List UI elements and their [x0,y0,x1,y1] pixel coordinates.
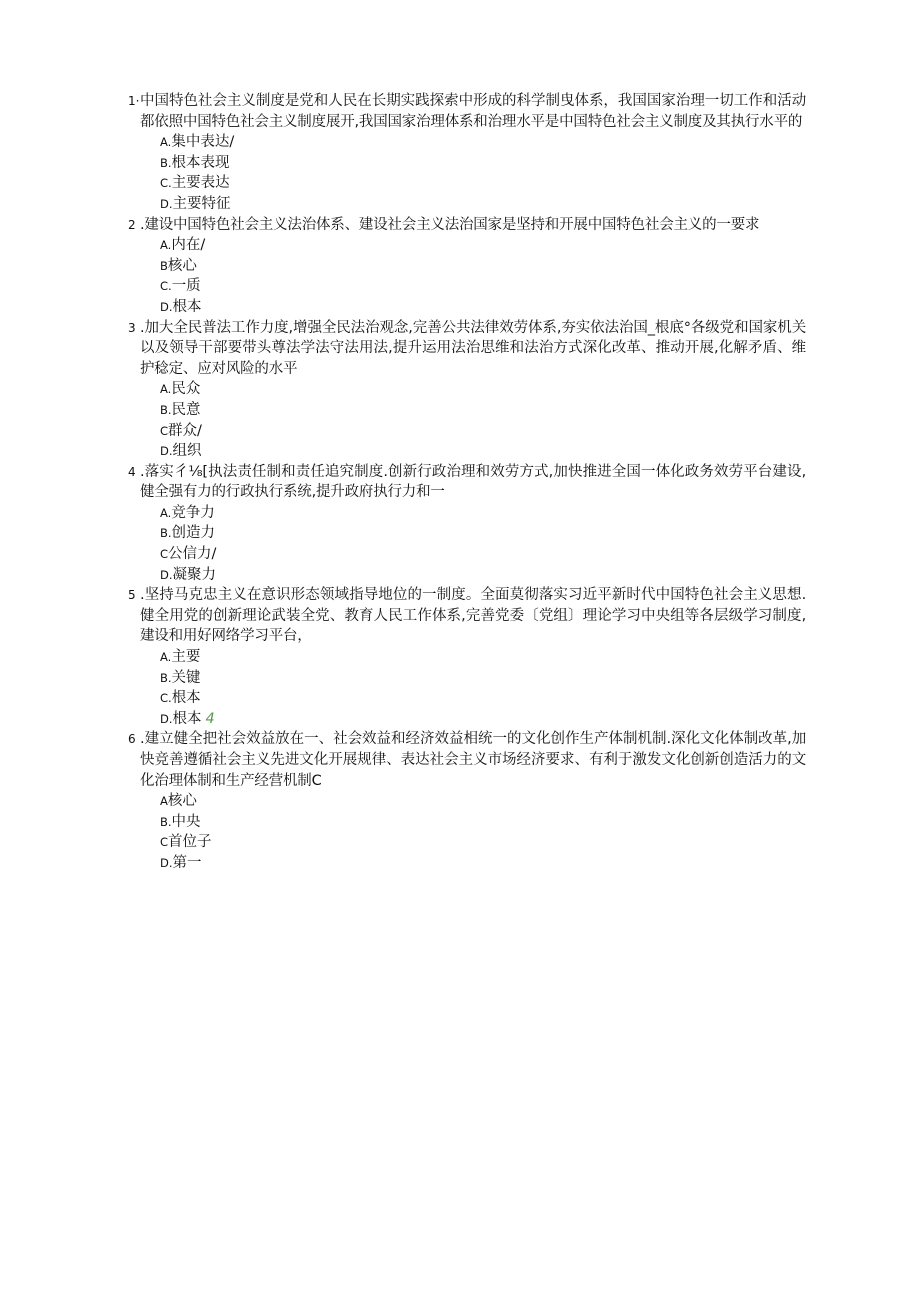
option-letter: D. [160,711,173,726]
option-c [160,173,920,194]
option-c [160,544,920,565]
option-text: 核心 [167,257,197,274]
option-letter: D. [160,299,173,314]
option-text: 关键 [171,669,201,686]
question-number: 6 [128,732,136,747]
question-3 [0,318,920,462]
option-letter: B. [160,670,172,685]
option-list [160,132,920,214]
option-a [160,132,920,153]
option-a [160,647,920,668]
option-list [160,235,920,317]
option-letter: C [160,423,169,438]
option-a [160,503,920,524]
document-body [0,91,920,874]
option-c [160,688,920,709]
option-letter: A. [160,650,172,665]
option-letter: C. [160,279,172,294]
option-letter: D. [160,444,173,459]
option-letter: A. [160,135,172,150]
question-2 [0,215,920,318]
question-text: 中国特色社会主义制度是党和人民在长期实践探索中形成的科学制曳体系，我国国家治理一切工作和活动都依照中国特色社会主义制度展开,我国国家治理体系和治理水平是中国特色社会主义制度及其执行水平的 [140,93,806,130]
option-d [160,297,920,318]
question-text: .落实彳⅛[执法责任制和责任追究制度.创新行政治理和效劳方式,加快推进全国一体化政务效劳平台建设,健全强有力的行政执行系统,提升政府执行力和一 [140,463,806,501]
option-text: 根本 [172,710,202,727]
question-number: 1· [128,94,140,108]
question-number: 2 [128,217,136,232]
option-b [160,523,920,544]
option-letter: C. [160,176,172,191]
option-text: 主要表达 [171,175,230,192]
option-text: 凝聚力 [172,566,217,583]
option-list [160,647,920,729]
option-b [160,668,920,689]
option-text: 群众/ [168,422,202,439]
option-text: 第一 [172,854,202,871]
option-c [160,421,920,442]
option-letter: C [160,547,169,562]
question-text: .加大全民普法工作力度,增强全民法治观念,完善公共法律效劳体系,夯实依法治国_根底°各级党和国家机关以及领导干部要带头尊法学法守法用法,提升运用法治思维和法治方式深化改革、推动开展,化解矛盾、维护稔定、应对风险的水平 [140,319,806,377]
option-text: 根本 [171,690,201,707]
option-letter: C [160,835,169,850]
question-text: .建设中国特色社会主义法治体系、建设社会主义法治国家是坚持和开展中国特色社会主义的一要求 [140,216,760,233]
option-a [160,791,920,812]
option-d [160,853,920,874]
option-text: 根本 [172,298,202,315]
question-text: .坚持马克忠主义在意识形态领域指导地位的一制度。全面莫彻落实习近平新时代中国特色社会主义思想.健全用党的创新理论武装全党、教育人民工作体系,完善党委〔党组〕理论学习中央组等各层级学习制度,建设和用好网络学习平台， [140,587,806,645]
option-text: 民众 [171,381,201,398]
option-text: 公信力/ [168,546,217,563]
option-list [160,379,920,461]
option-letter: B. [160,814,172,829]
question-number: 4 [128,464,136,479]
option-text: 核心 [167,793,197,810]
option-text: 民意 [171,401,201,418]
option-b [160,153,920,174]
option-letter: B [160,258,168,273]
option-letter: D. [160,855,173,870]
option-text: 内在/ [171,237,206,254]
option-letter: B. [160,155,172,170]
option-text: 中央 [171,813,201,830]
option-letter: C. [160,691,172,706]
option-letter: A [160,794,168,809]
question-number: 5 [128,588,136,603]
option-letter: B. [160,526,172,541]
option-text: 主要特征 [172,195,231,212]
option-letter: B. [160,402,172,417]
option-text: 主要 [171,649,201,666]
option-text: 根本表现 [171,154,230,171]
option-d [160,441,920,462]
option-text: 组织 [172,443,202,460]
option-text: 竞争力 [171,504,215,521]
option-letter: A. [160,382,172,397]
question-1 [0,91,920,215]
option-text: 集中表达/ [171,134,235,151]
option-a [160,379,920,400]
question-4 [0,462,920,586]
question-5 [0,585,920,729]
question-6 [0,729,920,873]
option-a [160,235,920,256]
option-c [160,832,920,853]
option-text: 首位子 [168,834,212,851]
option-letter: A. [160,505,172,520]
option-text: 创造力 [171,525,216,542]
option-list [160,503,920,585]
option-b [160,256,920,277]
option-b [160,400,920,421]
question-text: .建立健全把社会效益放在一、社会效益和经济效益相统一的文化创作生产体制机制.深化文化体制改革,加快竞善遵循社会主义先进文化开展规律、表达社会主义市场经济要求、有利于激发文化创新创造活力的文化治理体制和生产经营机制C [140,731,806,789]
handwritten-mark: 4 [205,710,215,727]
option-d [160,709,920,730]
option-letter: D. [160,567,173,582]
option-d [160,565,920,586]
option-c [160,276,920,297]
option-b [160,812,920,833]
option-text: 一质 [171,278,201,295]
question-number: 3 [128,320,136,335]
option-letter: D. [160,196,173,211]
option-list [160,791,920,873]
option-d [160,194,920,215]
option-letter: A. [160,238,172,253]
